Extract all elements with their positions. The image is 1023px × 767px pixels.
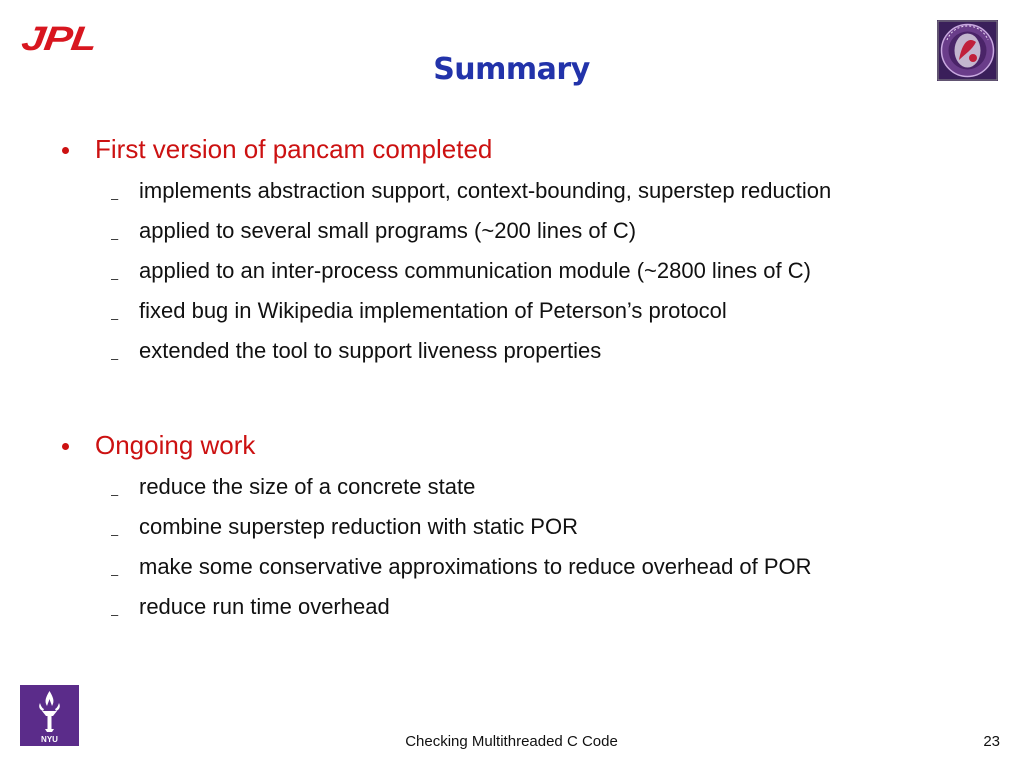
nyu-label: NYU [41,735,58,744]
sub-bullet-item [0,594,1023,634]
sub-bullet-text: reduce the size of a concrete state [139,474,476,499]
sub-bullet-text: reduce run time overhead [139,594,390,619]
dash-bullet-icon: – [111,607,119,622]
sub-bullet-text: make some conservative approximations to reduce overhead of POR [139,554,812,579]
sub-bullet-text: applied to several small programs (~200 lines of C) [139,218,637,243]
dash-bullet-icon: – [111,487,119,502]
page-number: 23 [983,733,1000,750]
dash-bullet-icon: – [111,231,119,246]
footer-title: Checking Multithreaded C Code [405,733,618,750]
bullet-dot-icon [62,443,69,450]
sub-bullet-item [0,298,1023,338]
sub-bullet-text: extended the tool to support liveness properties [139,338,602,363]
sub-bullet-item [0,514,1023,554]
sub-bullet-item [0,474,1023,514]
section-ongoing-work [0,430,1023,634]
bullet-dot-icon [62,147,69,154]
conference-seal-icon [937,20,998,81]
bullet-heading-text: Ongoing work [95,430,256,460]
slide-title: Summary [433,52,590,87]
dash-bullet-icon: – [111,351,119,366]
dash-bullet-icon: – [111,567,119,582]
sub-bullet-text: implements abstraction support, context-bounding, superstep reduction [139,178,832,203]
sub-bullet-text: fixed bug in Wikipedia implementation of Peterson’s protocol [139,298,727,323]
bullet-heading-text: First version of pancam completed [95,134,493,164]
bullet-heading [0,430,1023,466]
sub-bullet-text: combine superstep reduction with static POR [139,514,578,539]
bullet-heading [0,134,1023,170]
sub-bullet-item [0,554,1023,594]
sub-bullet-item [0,178,1023,218]
sub-bullet-list [0,474,1023,634]
dash-bullet-icon: – [111,311,119,326]
sub-bullet-item [0,218,1023,258]
dash-bullet-icon: – [111,191,119,206]
dash-bullet-icon: – [111,271,119,286]
sub-bullet-item [0,338,1023,378]
sub-bullet-list [0,178,1023,378]
jpl-logo: JPL [19,20,99,58]
dash-bullet-icon: – [111,527,119,542]
section-first-version [0,134,1023,378]
sub-bullet-text: applied to an inter-process communication module (~2800 lines of C) [139,258,811,283]
sub-bullet-item [0,258,1023,298]
